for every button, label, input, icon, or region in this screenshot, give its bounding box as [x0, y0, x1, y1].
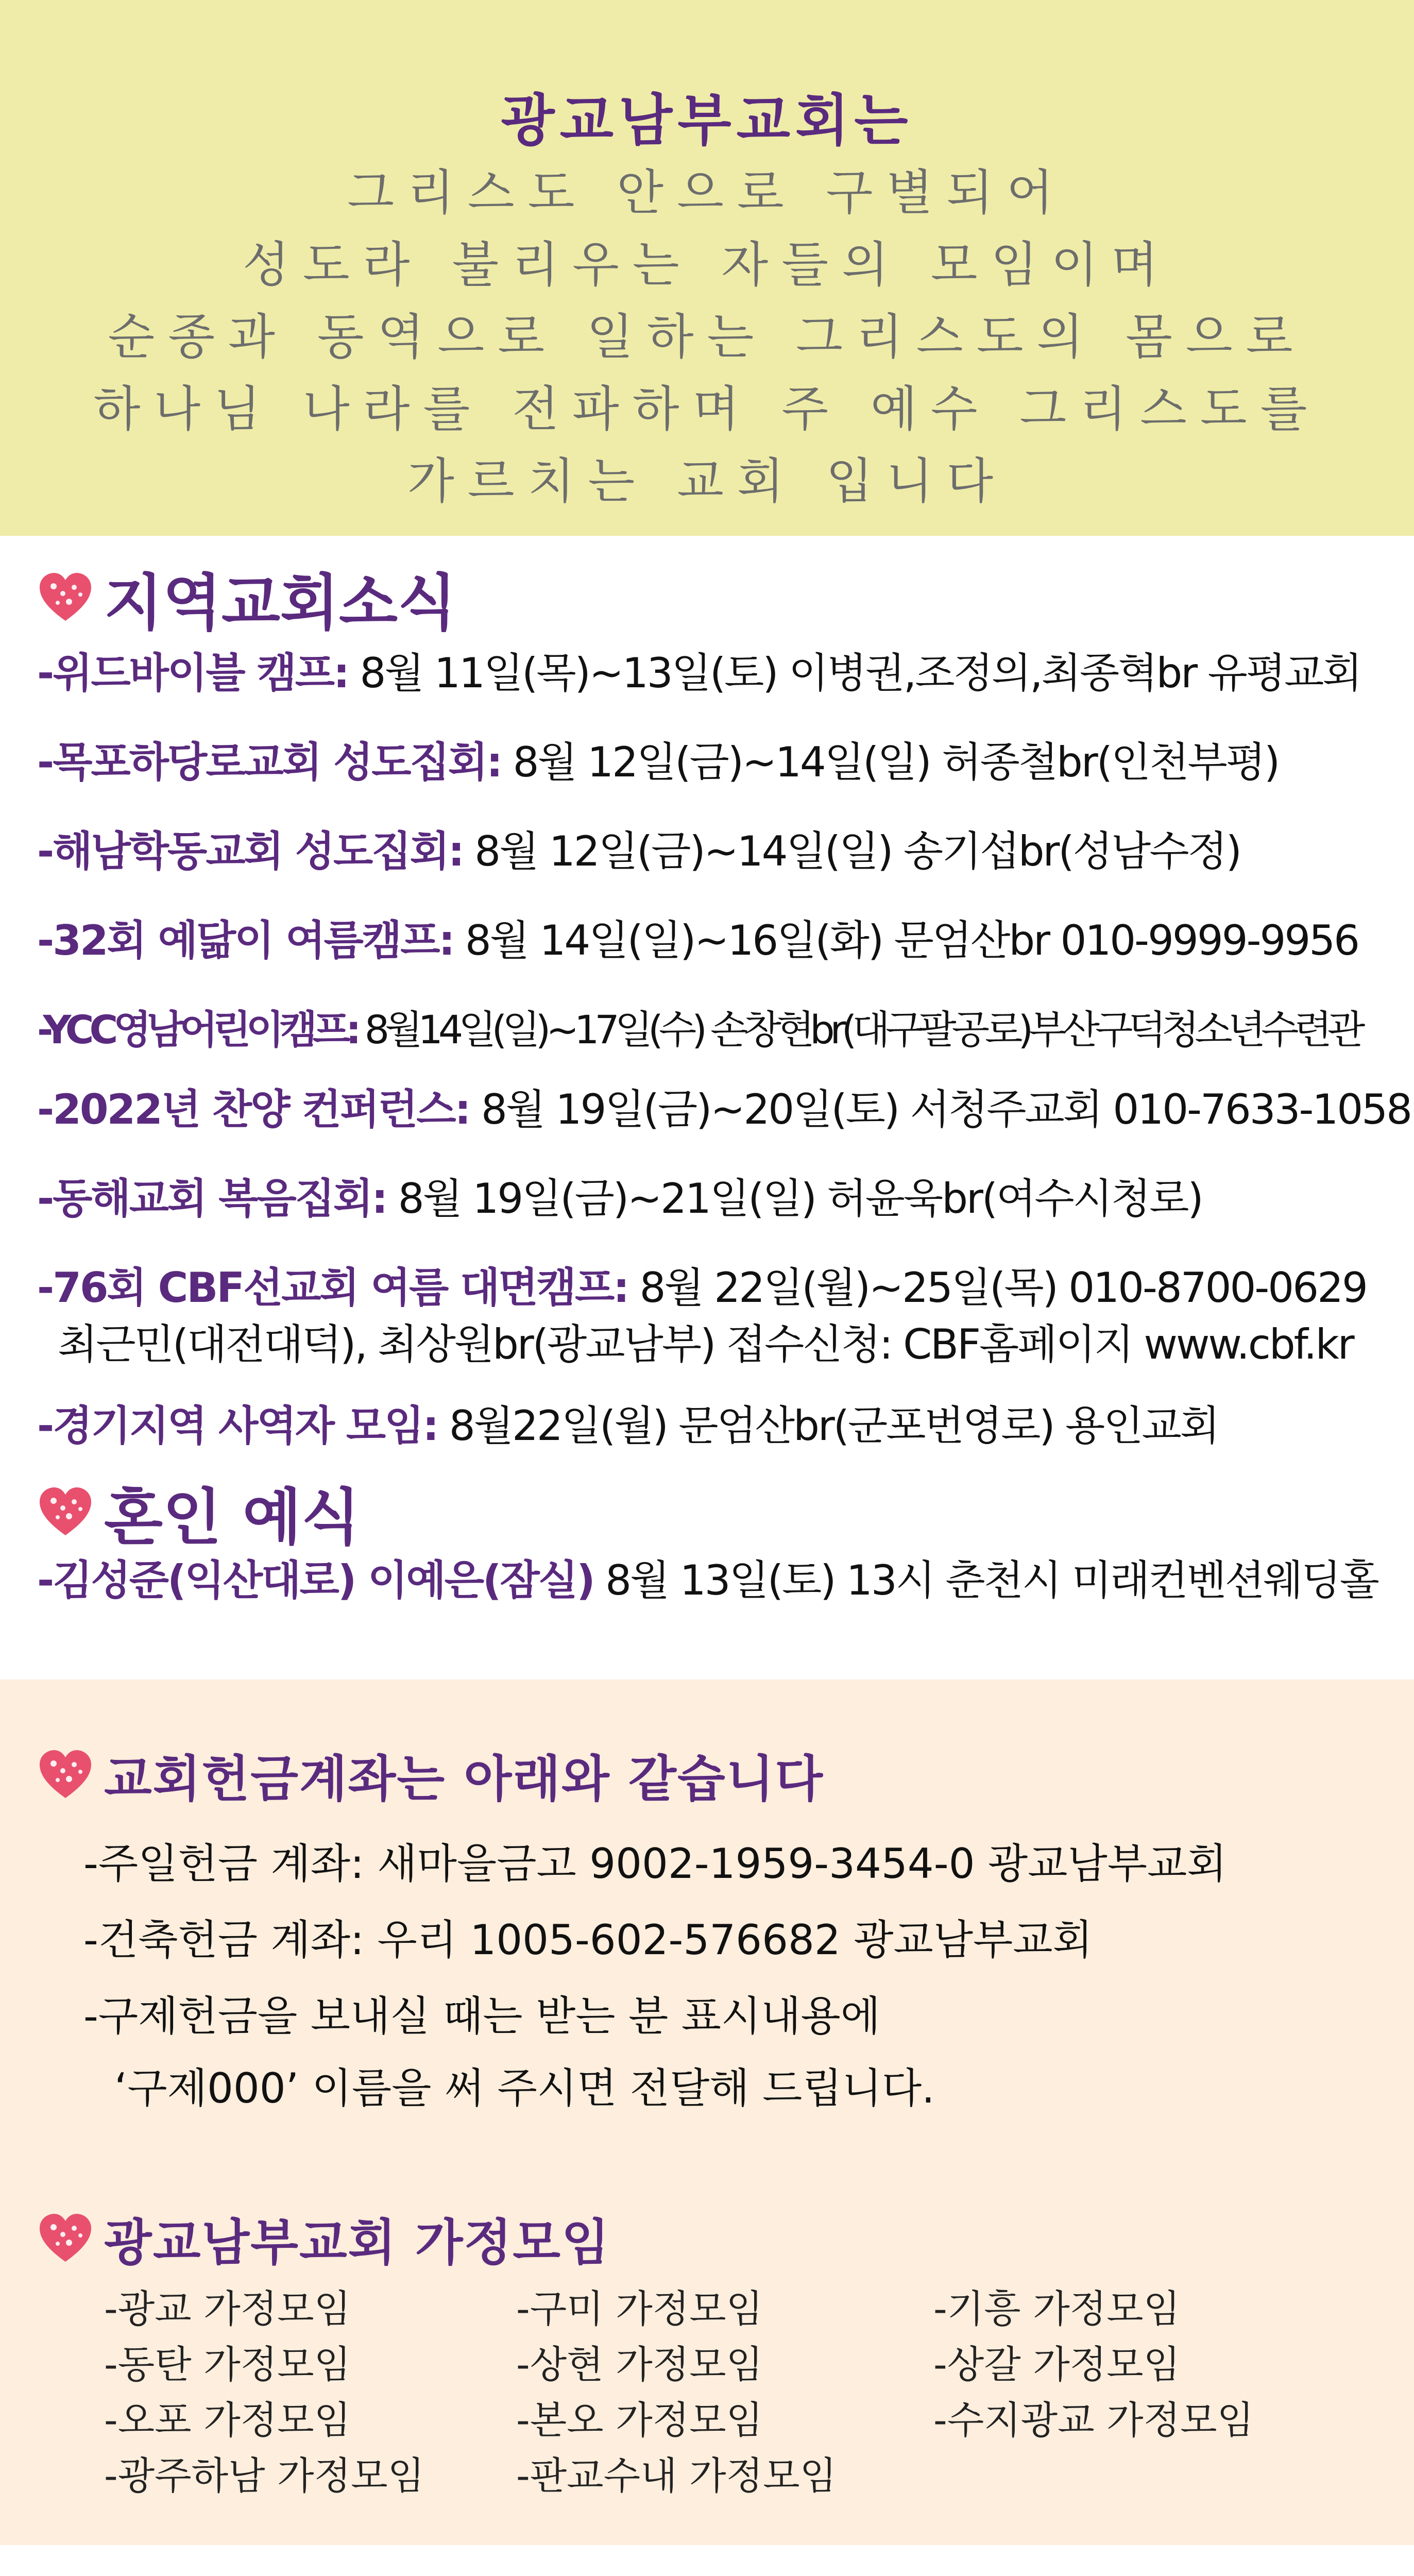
- group-item: -본오 가정모임: [516, 2398, 763, 2443]
- heart-icon: [37, 2213, 94, 2264]
- group-item: -광교 가정모임: [104, 2287, 351, 2331]
- news-item-label: -위드바이블 캠프:: [37, 649, 349, 697]
- news-item-text: 8월 12일(금)~14일(일) 송기섭br(성남수정): [463, 827, 1240, 875]
- local-church-news: [0, 536, 1414, 1680]
- news-item: [37, 648, 1414, 699]
- news-item-text: 8월22일(월) 문엄산br(군포번영로) 용인교회: [437, 1402, 1219, 1450]
- account-line: ‘구제000’ 이름을 써 주시면 전달해 드립니다.: [114, 2064, 935, 2112]
- vision-statement: [0, 0, 1414, 536]
- news-item-text: 8월 12일(금)~14일(일) 허종철br(인천부평): [501, 738, 1279, 786]
- accounts-heading: [37, 1736, 1414, 1814]
- offering-accounts: [0, 1680, 1414, 2545]
- heart-icon: [37, 1486, 94, 1538]
- news-item-label: -32회 예닮이 여름캠프:: [37, 917, 454, 964]
- news-item-label: -76회 CBF선교회 여름 대면캠프:: [37, 1264, 628, 1312]
- footer: [0, 2545, 1414, 2576]
- news-item: [37, 1004, 1414, 1056]
- vision-line: 가르치는 교회 입니다: [407, 453, 1007, 510]
- news-item-subline: 최근민(대전대덕), 최상원br(광교남부) 접수신청: CBF홈페이지 www.cbf.kr: [58, 1320, 1353, 1368]
- heart-icon: [37, 572, 94, 623]
- groups-grid: [37, 2281, 1345, 2504]
- group-item: -동탄 가정모임: [104, 2343, 351, 2387]
- account-line: -건축헌금 계좌: 우리 1005-602-576682 광교남부교회: [83, 1916, 1093, 1964]
- news-heading: [37, 559, 1414, 636]
- news-item-label: -YCC영남어린이캠프:: [37, 1007, 357, 1053]
- news-item-label: -목포하당로교회 성도집회:: [37, 738, 502, 786]
- news-item: [37, 826, 1414, 877]
- group-item: -상갈 가정모임: [933, 2343, 1181, 2387]
- groups-heading-text: 광교남부교회 가정모임: [104, 2213, 610, 2272]
- wedding-item-text: 8월 13일(토) 13시 춘천시 미래컨벤션웨딩홀: [593, 1556, 1378, 1604]
- news-item-text: 8월 19일(금)~20일(토) 서청주교회 010-7633-1058: [469, 1086, 1411, 1133]
- group-item: -구미 가정모임: [516, 2287, 763, 2331]
- group-item: -오포 가정모임: [104, 2398, 351, 2443]
- news-item: [37, 1262, 1414, 1370]
- account-line: -구제헌금을 보내실 때는 받는 분 표시내용에: [83, 1992, 881, 2040]
- accounts-heading-text: 교회헌금계좌는 아래와 같습니다: [104, 1750, 824, 1808]
- group-item: -기흥 가정모임: [933, 2287, 1181, 2331]
- home-groups: [37, 2200, 1345, 2504]
- news-item-text: 8월14일(일)~17일(수) 손창현br(대구팔공로)부산구덕청소년수련관: [356, 1007, 1361, 1053]
- news-item: [37, 1173, 1414, 1225]
- group-item: -판교수내 가정모임: [516, 2454, 837, 2498]
- news-item-label: -2022년 찬양 컨퍼런스:: [37, 1086, 470, 1133]
- groups-heading: [37, 2200, 1345, 2277]
- news-item-label: -해남학동교회 성도집회:: [37, 827, 463, 875]
- news-item-text: 8월 22일(월)~25일(목) 010-8700-0629: [628, 1264, 1367, 1312]
- wedding-heading-text: 혼인 예식: [104, 1482, 361, 1553]
- news-item: [37, 1084, 1414, 1136]
- news-item: [37, 915, 1414, 967]
- group-item: -상현 가정모임: [516, 2343, 763, 2387]
- vision-title: 광교남부교회는: [501, 89, 913, 153]
- wedding-heading: [37, 1473, 1414, 1551]
- news-item-text: 8월 14일(일)~16일(화) 문엄산br 010-9999-9956: [453, 917, 1359, 964]
- vision-line: 성도라 불리우는 자들의 모임이며: [243, 237, 1171, 293]
- news-heading-text: 지역교회소식: [104, 567, 456, 638]
- news-item-text: 8월 11일(목)~13일(토) 이병권,조정의,최종혁br 유평교회: [348, 649, 1361, 697]
- vision-line: 그리스도 안으로 구별되어: [347, 165, 1067, 221]
- wedding-item: [37, 1555, 1414, 1606]
- news-item-label: -동해교회 복음집회:: [37, 1175, 387, 1223]
- account-line: -주일헌금 계좌: 새마을금고 9002-1959-3454-0 광교남부교회: [83, 1840, 1227, 1888]
- vision-line: 하나님 나라를 전파하며 주 예수 그리스도를: [93, 381, 1321, 437]
- wedding-item-label: -김성준(익산대로) 이예은(잠실): [37, 1556, 594, 1604]
- group-item: -수지광교 가정모임: [933, 2398, 1254, 2443]
- news-item: [37, 737, 1414, 788]
- news-item-text: 8월 19일(금)~21일(일) 허윤욱br(여수시청로): [386, 1175, 1202, 1223]
- heart-icon: [37, 1749, 94, 1801]
- news-item: [37, 1400, 1414, 1452]
- vision-line: 순종과 동역으로 일하는 그리스도의 몸으로: [108, 309, 1306, 365]
- group-item: -광주하남 가정모임: [104, 2454, 425, 2498]
- news-item-label: -경기지역 사역자 모임:: [37, 1402, 438, 1450]
